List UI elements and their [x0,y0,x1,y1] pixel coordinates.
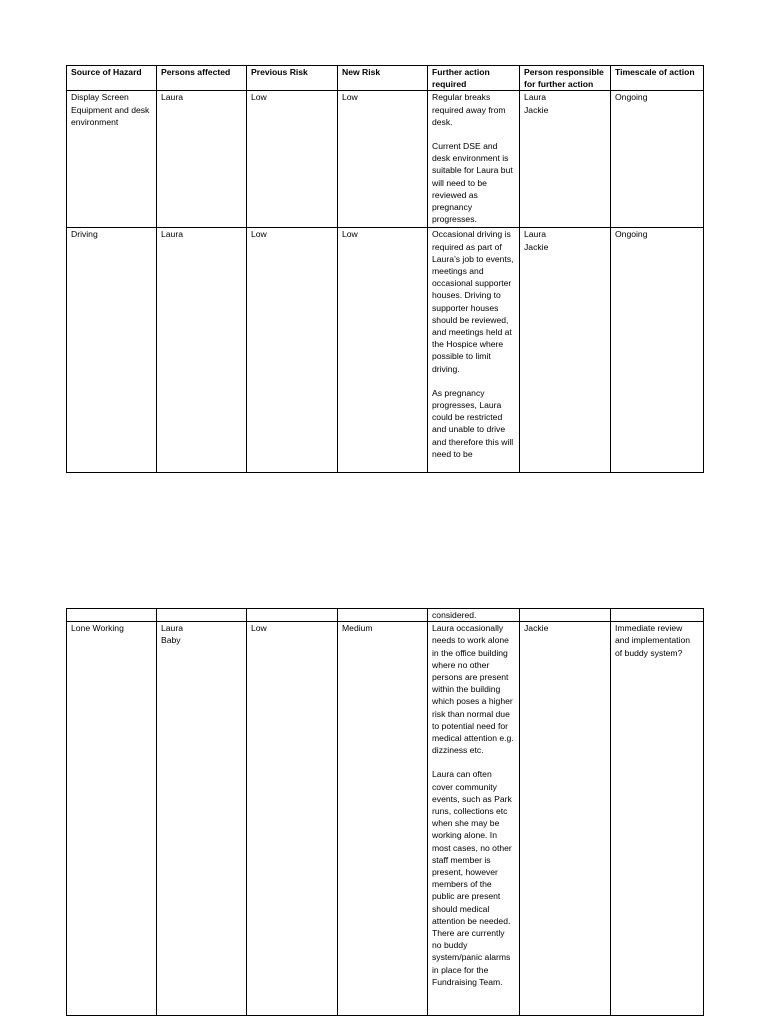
action-paragraph: Occasional driving is required as part of Laura’s job to events, meetings and occasional supporter houses. Driving to supporter houses should be reviewed, and meetings held at the Hospice where possible to limit driving. [432,229,514,374]
header-source-of-hazard: Source of Hazard [67,66,157,91]
new-risk-cell: Low [338,228,428,473]
source-cell: Display Screen Equipment and desk environment [67,91,157,228]
header-new-risk: New Risk [338,66,428,91]
header-further-action: Further action required [428,66,520,91]
further-action-cell [428,228,520,473]
persons-cell: Laura [157,228,247,473]
previous-risk-cell: Low [247,622,338,1016]
header-previous-risk: Previous Risk [247,66,338,91]
timescale-cell: Ongoing [611,91,704,228]
action-paragraph: Laura can often cover community events, such as Park runs, collections etc when she may be working alone. In most cases, no other staff member is present, however members of the public are present should medical attention be needed. There are currently no buddy system/panic alarms in place for the Fundraising Team. [432,769,512,987]
action-paragraph: Current DSE and desk environment is suitable for Laura but will need to be reviewed as pregnancy progresses. [432,141,513,225]
table-row [67,228,704,473]
risk-assessment-table-bottom [66,608,704,1016]
persons-cell: Laura [157,91,247,228]
timescale-cell: Ongoing [611,228,704,473]
action-paragraph: Laura occasionally needs to work alone in the office building where no other persons are present within the building which poses a higher risk than normal due to potential need for medical attention e.g. dizziness etc. [432,623,514,756]
continuation-row [67,609,704,622]
table-header-row [67,66,704,91]
source-cell: Lone Working [67,622,157,1016]
table-row [67,622,704,1016]
previous-risk-cell: Low [247,91,338,228]
previous-risk-cell: Low [247,228,338,473]
responsible-cell: Laura Jackie [520,228,611,473]
timescale-cell: Immediate review and implementation of buddy system? [611,622,704,1016]
new-risk-cell: Medium [338,622,428,1016]
responsible-cell: Jackie [520,622,611,1016]
risk-assessment-table-top [66,65,704,473]
table-row [67,91,704,228]
source-cell: Driving [67,228,157,473]
header-timescale: Timescale of action [611,66,704,91]
continuation-text: considered. [428,609,520,622]
header-persons-affected: Persons affected [157,66,247,91]
further-action-cell [428,91,520,228]
header-person-responsible: Person responsible for further action [520,66,611,91]
further-action-cell [428,622,520,1016]
action-paragraph: As pregnancy progresses, Laura could be restricted and unable to drive and therefore this will need to be [432,387,514,459]
persons-cell: Laura Baby [157,622,247,1016]
new-risk-cell: Low [338,91,428,228]
responsible-cell: Laura Jackie [520,91,611,228]
action-paragraph: Regular breaks required away from desk. [432,92,506,127]
